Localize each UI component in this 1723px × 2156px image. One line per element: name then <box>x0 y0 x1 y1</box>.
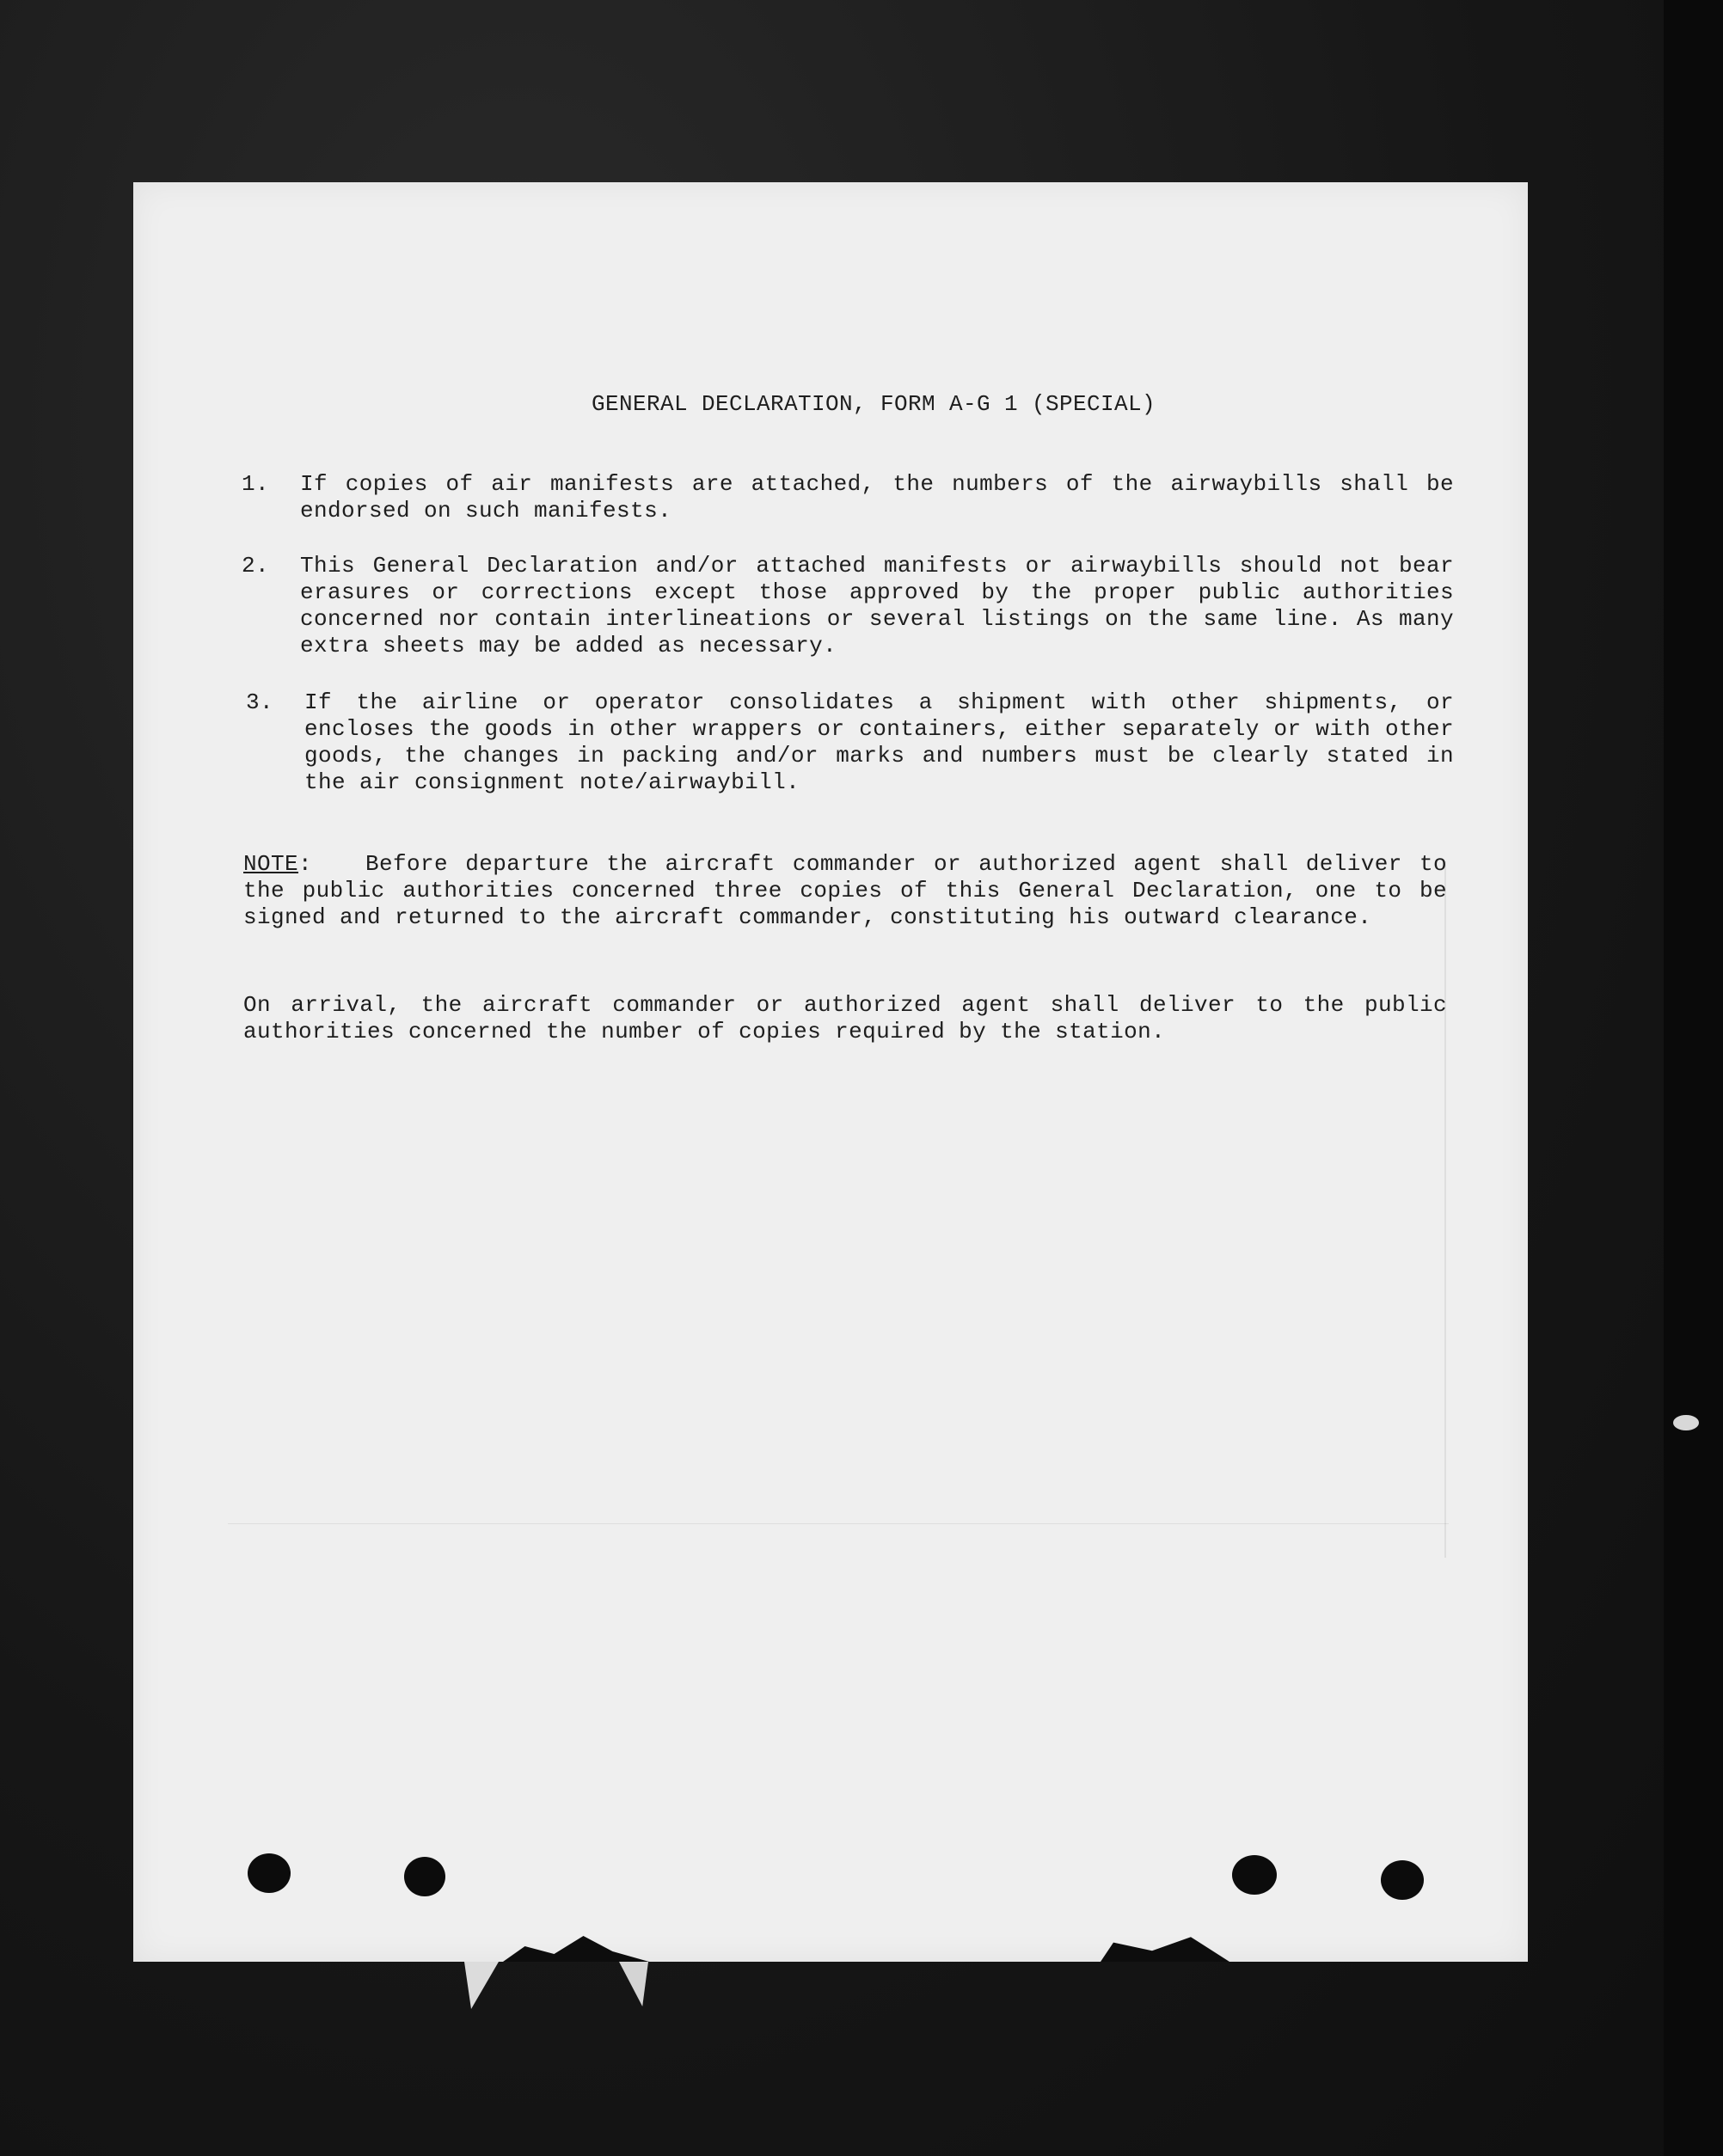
torn-paper-fragment <box>619 1962 648 2006</box>
document-title: GENERAL DECLARATION, FORM A-G 1 (SPECIAL) <box>591 391 1156 417</box>
punch-hole <box>248 1853 291 1893</box>
item-text: If copies of air manifests are attached, the numbers of the airwaybills shall be endorsed on such manifests. <box>300 471 1454 524</box>
note-text: Before departure the aircraft commander or authorized agent shall deliver to the public authorities concerned three copies of this General Declaration, one to be signed and returned to the aircraft commander, constituting his outward clearance. <box>243 851 1447 930</box>
item-number: 2. <box>242 553 270 579</box>
list-item <box>242 471 1454 524</box>
punch-hole <box>404 1857 445 1896</box>
torn-edge <box>1101 1934 1229 1962</box>
item-text: This General Declaration and/or attached manifests or airwaybills should not bear erasures or corrections except those approved by the proper public authorities concerned nor contain interlineations or several listings on the same line. As many extra sheets may be added as necessary. <box>300 553 1454 658</box>
torn-edge <box>503 1936 649 1962</box>
item-text: If the airline or operator consolidates a shipment with other shipments, or encloses the goods in other wrappers or containers, either separately or with other goods, the changes in packing and/or marks and numbers must be clearly stated in the air consignment note/airwaybill. <box>304 689 1454 795</box>
note-separator: : <box>298 851 313 877</box>
list-item <box>246 689 1454 796</box>
item-number: 1. <box>242 471 270 497</box>
arrival-paragraph: On arrival, the aircraft commander or authorized agent shall deliver to the public authorities concerned the number of copies required by the station. <box>243 992 1447 1044</box>
note-label: NOTE <box>243 851 299 877</box>
edge-mark <box>1673 1415 1699 1430</box>
torn-paper-fragment <box>464 1962 499 2009</box>
faint-fold-line <box>228 1523 1449 1524</box>
document-sheet <box>133 182 1528 1962</box>
punch-hole <box>1232 1855 1277 1895</box>
punch-hole <box>1381 1860 1424 1900</box>
scan-border-strip <box>1664 0 1723 2156</box>
note-paragraph <box>243 851 1447 931</box>
item-number: 3. <box>246 689 274 715</box>
faint-fold-line <box>1444 861 1446 1558</box>
list-item <box>242 553 1454 659</box>
